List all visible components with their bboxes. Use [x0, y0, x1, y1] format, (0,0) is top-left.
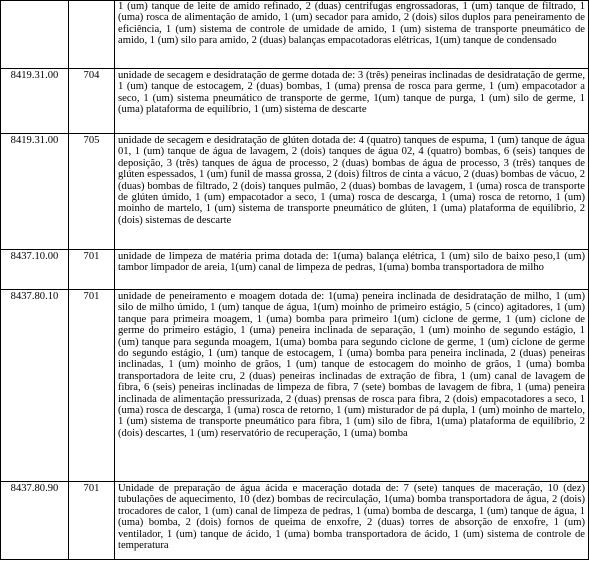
ex-number-cell: 704: [69, 69, 115, 134]
ncm-code-cell: 8419.31.00: [1, 134, 69, 250]
ncm-code-cell: 8419.31.00: [1, 69, 69, 134]
ncm-code-cell: 8437.10.00: [1, 250, 69, 290]
table-row: [1, 250, 589, 290]
description-cell: 1 (um) tanque de leite de amido refinado, 2 (duas) centrifugas engrossadoras, 1 (um) tanque de filtrado, 1 (uma) rosca de alimentação de amido, 1 (um) secador para amido, 2 (dois) silos duplos para peneiramento de eficiência, 1 (um) sistema de controle de umidade de amido, 1 (um) sistema de transporte pneumático de amido, 1 (um) silo para amido, 2 (duas) balanças empacotadoras elétricas, 1(um) tanque de condensado: [115, 1, 589, 69]
table-row: [1, 482, 589, 560]
ncm-code-cell: 8437.80.10: [1, 290, 69, 482]
description-cell: Unidade de preparação de água ácida e maceração dotada de: 7 (sete) tanques de maceração, 10 (dez) tubulações de aquecimento, 10 (dez) bombas de recirculação, 1(uma) bomba transportadora de água, 2 (dois) trocadores de calor, 1 (um) canal de limpeza de pedras, 1 (uma) bomba de descarga, 1 (um) tanque de água, 1 (uma) bomba, 2 (dois) fornos de queima de enxofre, 2 (duas) torres de absorção de enxofre, 1 (um) ventilador, 1 (um) tanque de ácido, 1 (uma) bomba transportadora de ácido, 1 (um) sistema de controle de temperatura: [115, 482, 589, 560]
description-cell: unidade de limpeza de matéria prima dotada de: 1(uma) balança elétrica, 1 (um) silo de baixo peso,1 (um) tambor limpador de areia, 1(um) canal de limpeza de pedras, 1(uma) bomba transportadora de milho: [115, 250, 589, 290]
table-row: [1, 290, 589, 482]
ncm-code-cell: [1, 1, 69, 69]
ex-number-cell: 705: [69, 134, 115, 250]
table-row: [1, 1, 589, 69]
ncm-code-cell: 8437.80.90: [1, 482, 69, 560]
ex-number-cell: [69, 1, 115, 69]
ex-number-cell: 701: [69, 250, 115, 290]
description-cell: unidade de peneiramento e moagem dotada de: 1(uma) peneira inclinada de desidratação de milho, 1 (um) silo de milho úmido, 1 (um) tanque de água, 1(um) moinho de primeiro estágio, 5 (cinco) agitadores, 1 (um) tanque para primeira moagem, 1 (uma) bomba para primeiro 1(um) ciclone de germe, 1 (um) ciclone de germe do primeiro estágio, 1 (uma) peneira inclinada de separação, 1 (um) moinho de segundo estágio, 1 (um) tanque para segunda moagem, 1(uma) bomba para segundo ciclone de germe, 1 (um) ciclone de germe do segundo estágio, 1 (um) tanque de estocagem, 1 (uma) bomba para peneira inclinada, 2 (duas) peneiras inclinadas, 1 (um) moinho de grãos, 1 (um) tanque de estocagem do moinho de grãos, 1 (uma) bomba transportadora de leite cru, 2 (duas) peneiras inclinadas de extração de fibra, 1 (um) canal de lavagem de fibra, 6 (seis) peneiras inclinadas de limpeza de fibra, 7 (sete) bombas de lavagem de fibra, 1 (uma) peneira inclinada de alimentação pressurizada, 2 (duas) prensas de rosca para fibra, 2 (dois) empacotadores a seco, 1 (uma) rosca de descarga, 1 (uma) rosca de retorno, 1 (um) misturador de pá dupla, 1 (um) moinho de martelo, 1 (um) sistema de transporte pneumático para fibra, 1 (um) silo de fibra, 1(uma) plataforma de equilíbrio, 2 (dois) descartes, 1 (um) reservatório de recuperação, 1 (uma) bomba: [115, 290, 589, 482]
description-cell: unidade de secagem e desidratação de germe dotada de: 3 (três) peneiras inclinadas de desidratação de germe, 1 (um) tanque de estocagem, 2 (duas) bombas, 1 (uma) prensa de rosca para germe, 1 (um) empacotador a seco, 1 (um) sistema pneumático de transporte de germe, 1(um) tanque de purga, 1 (um) silo de germe, 1 (uma) plataforma de equilíbrio, 1 (um) sistema de descarte: [115, 69, 589, 134]
table-row: [1, 69, 589, 134]
description-cell: unidade de secagem e desidratação de glúten dotada de: 4 (quatro) tanques de espuma, 1 (um) tanque de água 01, 1 (um) tanque de água de lavagem, 2 (dois) tanques de água 02, 4 (quatro) bombas, 6 (seis) tanques de deposição, 3 (três) tanques de água de processo, 2 (duas) bombas de água de processo, 3 (três) tanques de glúten espessados, 1 (um) funil de massa grossa, 2 (dois) filtros de cinta a vácuo, 2 (duas) bombas de vácuo, 2 (duas) bombas de filtrado, 2 (dois) tanques pulmão, 2 (duas) bombas de lavagem, 1 (uma) rosca de transporte de glúten úmido, 1 (um) empacotador a seco, 1 (uma) rosca de descarga, 1 (uma) rosca de retorno, 1 (um) moinho de martelo, 1 (um) sistema de transporte pneumático de glúten, 1 (uma) plataforma de equilíbrio, 2 (dois) sistemas de descarte: [115, 134, 589, 250]
ex-number-cell: 701: [69, 290, 115, 482]
ex-number-cell: 701: [69, 482, 115, 560]
table-row: [1, 134, 589, 250]
